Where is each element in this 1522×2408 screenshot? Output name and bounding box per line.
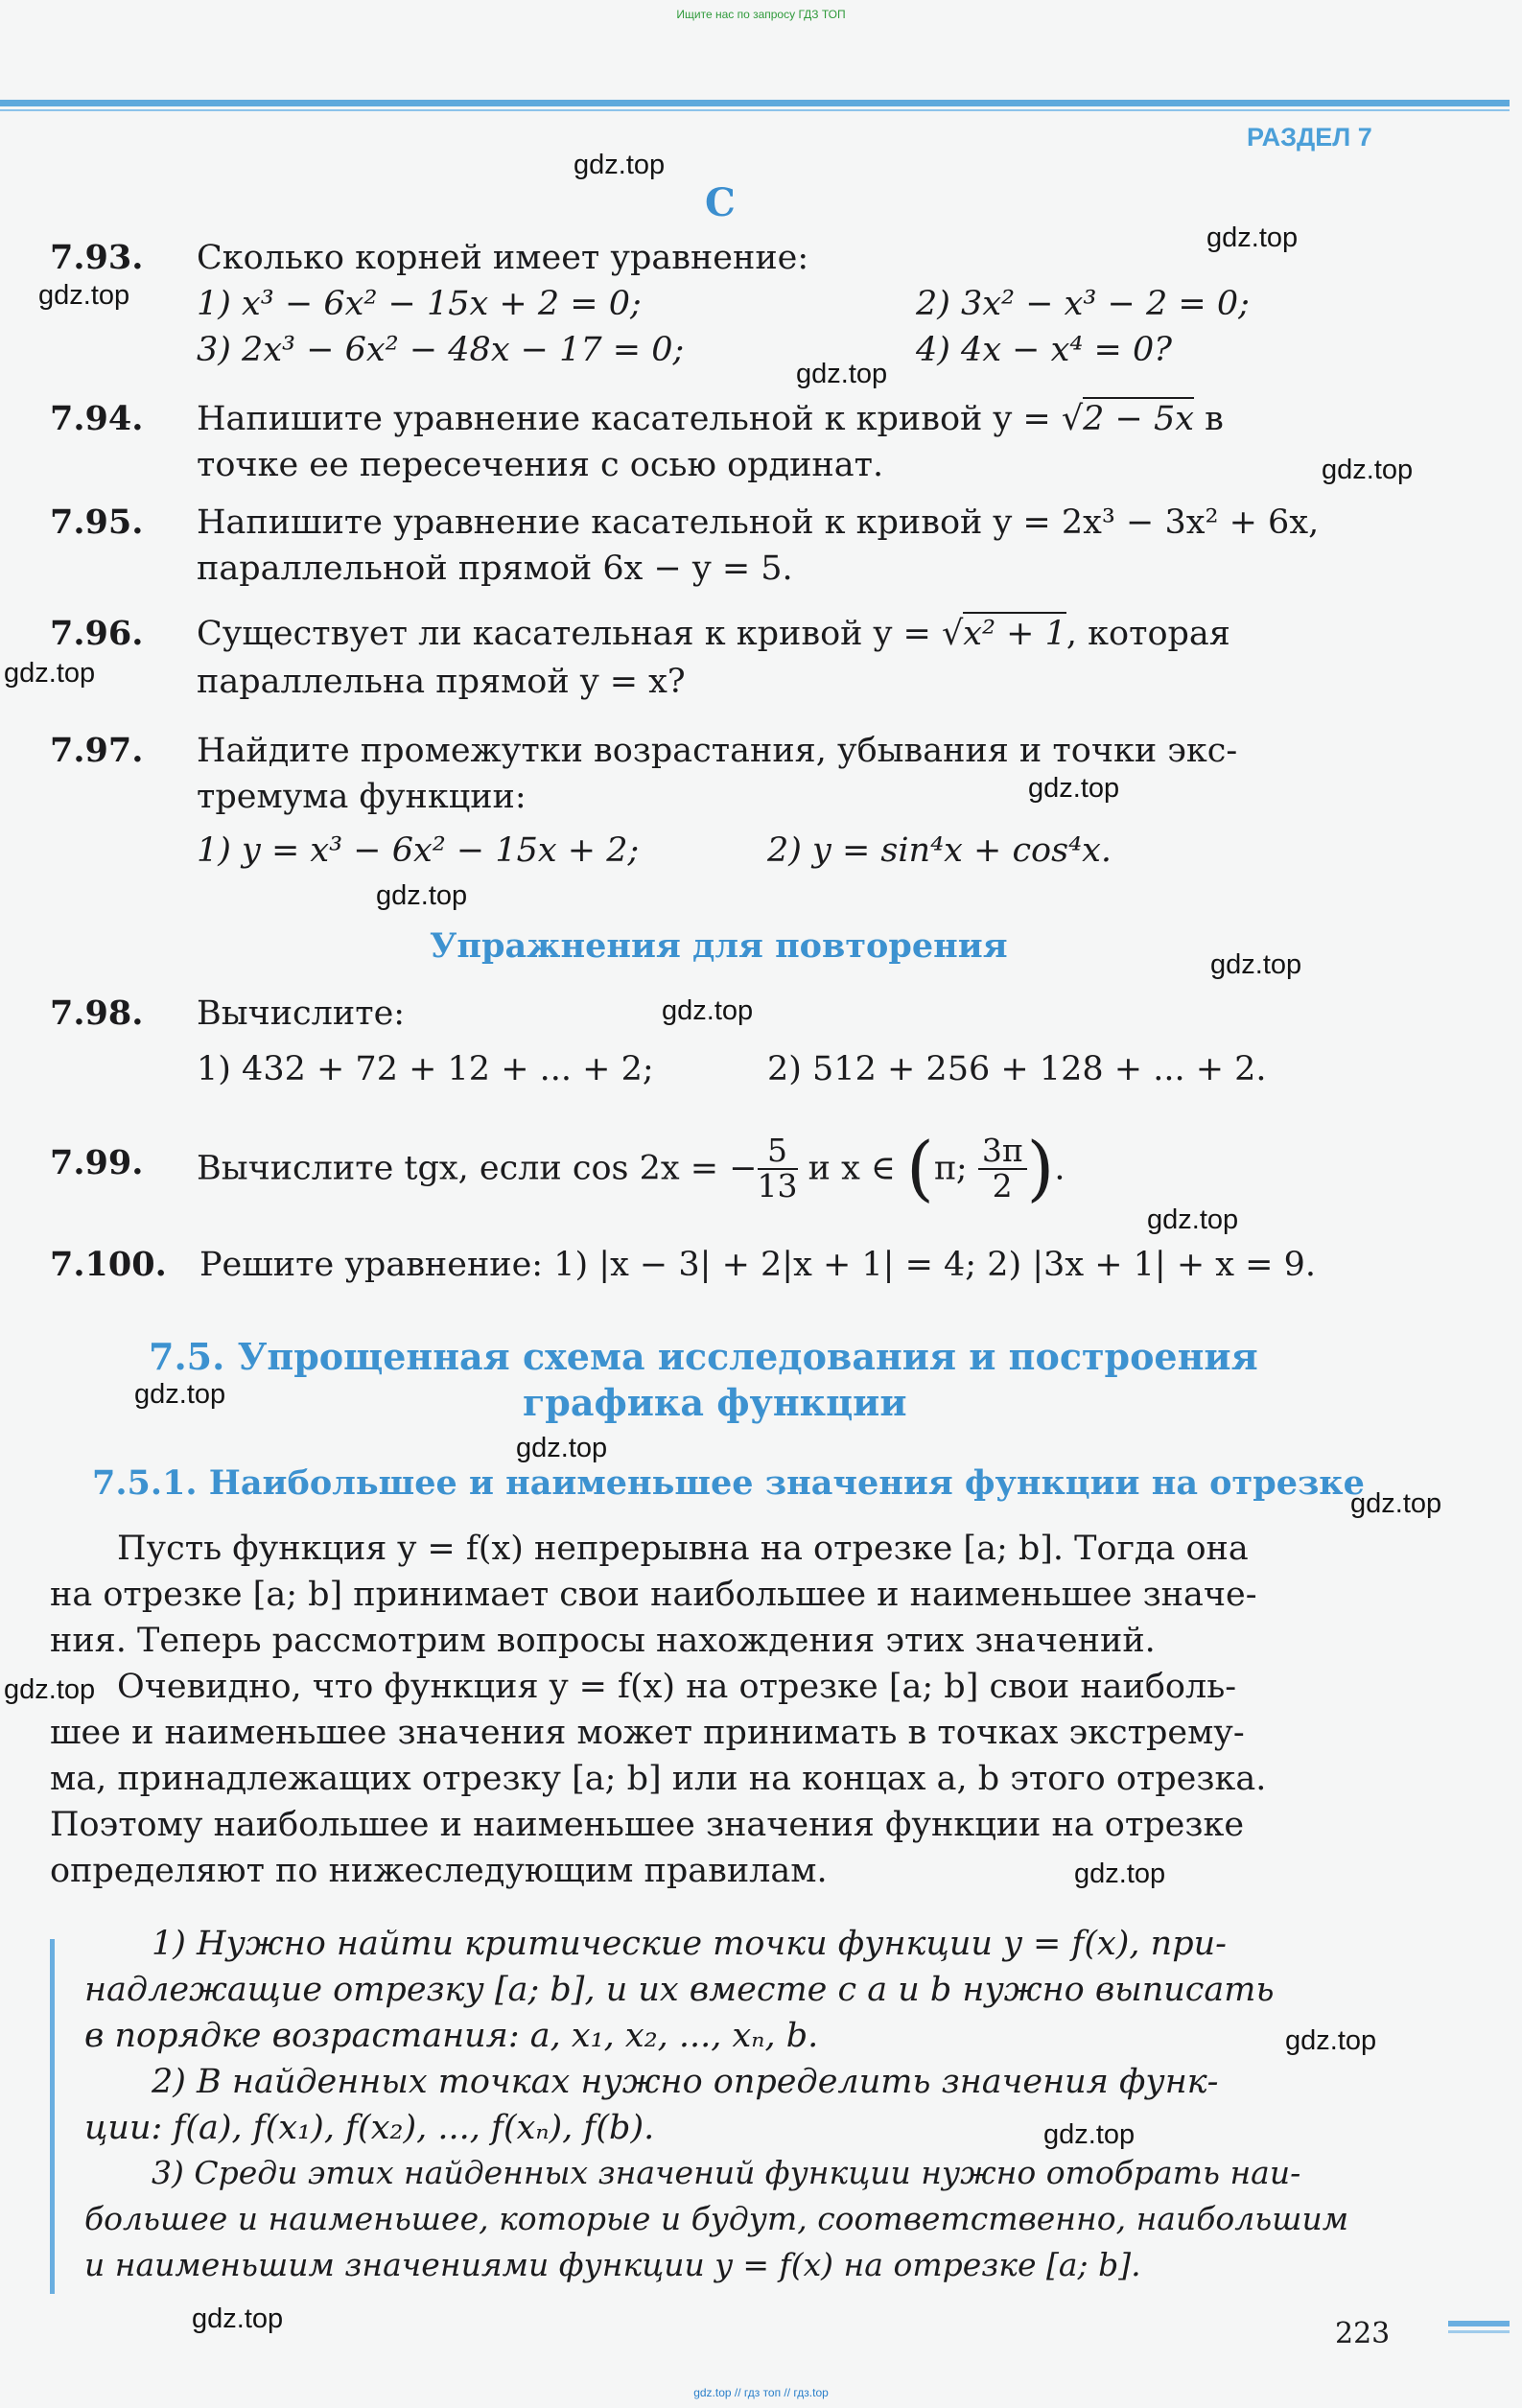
page-number: 223 (1335, 2317, 1391, 2350)
exercise-text: Найдите промежутки возрастания, убывания и точки экс- (197, 732, 1238, 770)
watermark: gdz.top (1350, 1488, 1442, 1519)
exercise-text: Сколько корней имеет уравнение: (197, 239, 809, 277)
rule-line: в порядке возрастания: a, x₁, x₂, ..., xₙ, b. (84, 2017, 819, 2055)
header-rule (0, 100, 1510, 106)
review-heading: Упражнения для повторения (430, 926, 1008, 966)
watermark: gdz.top (796, 359, 888, 389)
rule-line: ции: f(a), f(x₁), f(x₂), ..., f(xₙ), f(b). (84, 2109, 655, 2147)
exercise-item: 3) 2x³ − 6x² − 48x − 17 = 0; (197, 331, 685, 369)
watermark: gdz.top (4, 658, 96, 689)
text-part: Напишите уравнение касательной к кривой y = (197, 400, 1062, 438)
exercise-text: Решите уравнение: 1) |x − 3| + 2|x + 1| = 4; 2) |3x + 1| + x = 9. (199, 1246, 1316, 1284)
watermark: gdz.top (1043, 2119, 1136, 2150)
section-title: 7.5. Упрощенная схема исследования и построения (149, 1335, 1258, 1378)
paragraph-line: ния. Теперь рассмотрим вопросы нахождения этих значений. (50, 1622, 1156, 1660)
paren-right: ) (1026, 1127, 1055, 1210)
watermark: gdz.top (192, 2303, 284, 2334)
exercise-text: Вычислите: (197, 994, 406, 1033)
footer-text: gdz.top // гдз топ // гдз.top (693, 2386, 829, 2399)
fraction-denominator: 2 (992, 1166, 1013, 1204)
text-part: , которая (1065, 615, 1230, 653)
section-label: РАЗДЕЛ 7 (1247, 123, 1372, 152)
exercise-number: 7.97. (50, 731, 144, 770)
rule-line: большее и наименьшее, которые и будут, соответственно, наибольшим (84, 2200, 1349, 2237)
watermark: gdz.top (1028, 773, 1120, 804)
exercise-text (197, 1114, 1065, 1222)
watermark: gdz.top (1147, 1204, 1239, 1235)
page-bar-thin (1448, 2330, 1510, 2333)
subsection-title: 7.5.1. Наибольшее и наименьшее значения функции на отрезке (92, 1463, 1365, 1503)
exercise-text: точке ее пересечения с осью ординат. (197, 446, 884, 484)
watermark: gdz.top (1285, 2025, 1377, 2056)
exercise-item: 4) 4x − x⁴ = 0? (916, 331, 1173, 369)
sqrt-expression: x² + 1 (963, 612, 1066, 653)
exercise-number: 7.94. (50, 399, 144, 438)
exercise-item: 1) 432 + 72 + 12 + ... + 2; (197, 1050, 654, 1088)
text-part: π; (933, 1149, 978, 1188)
rule-block-bar (50, 1939, 55, 2294)
paragraph-line: на отрезке [a; b] принимает свои наибольшее и наименьшее значе- (50, 1576, 1257, 1614)
fraction (757, 1131, 798, 1204)
level-letter: С (705, 180, 736, 225)
paragraph-line: определяют по нижеследующим правилам. (50, 1852, 828, 1890)
text-part: в (1194, 400, 1224, 438)
watermark: gdz.top (1206, 222, 1299, 253)
watermark: gdz.top (38, 280, 130, 311)
text-part: и x ∈ (797, 1149, 907, 1188)
paragraph-line: шее и наименьшее значения может принимать в точках экстрему- (50, 1714, 1245, 1752)
sqrt-expression: 2 − 5x (1083, 397, 1194, 438)
fraction-denominator: 13 (757, 1166, 798, 1204)
exercise-number: 7.93. (50, 238, 144, 277)
watermark: gdz.top (4, 1674, 96, 1705)
fraction (978, 1131, 1027, 1204)
watermark: gdz.top (662, 995, 754, 1026)
watermark: gdz.top (516, 1433, 608, 1463)
paragraph-line: Поэтому наибольшее и наименьшее значения функции на отрезке (50, 1806, 1245, 1844)
watermark: gdz.top (1210, 949, 1302, 980)
rule-line: надлежащие отрезку [a; b], и их вместе с a и b нужно выписать (84, 1971, 1275, 2009)
exercise-number: 7.99. (50, 1143, 144, 1182)
section-title-line2: графика функции (523, 1381, 907, 1424)
page-bar (1448, 2321, 1510, 2326)
paragraph-line: Пусть функция y = f(x) непрерывна на отрезке [a; b]. Тогда она (117, 1530, 1249, 1568)
fraction-numerator: 5 (758, 1134, 798, 1170)
exercise-text: Напишите уравнение касательной к кривой y = 2x³ − 3x² + 6x, (197, 503, 1320, 542)
watermark: gdz.top (1322, 455, 1414, 485)
watermark: gdz.top (134, 1379, 226, 1410)
exercise-number: 7.96. (50, 614, 144, 653)
text-part: Вычислите tgx, если cos 2x = − (197, 1149, 758, 1188)
watermark: gdz.top (1074, 1859, 1166, 1889)
text-part: . (1054, 1149, 1065, 1188)
rule-line: и наименьшим значениями функции y = f(x) на отрезке [a; b]. (84, 2246, 1141, 2283)
exercise-text: Существует ли касательная к кривой y = √x² + 1, которая (197, 614, 1230, 654)
exercise-text: параллельной прямой 6x − y = 5. (197, 549, 793, 588)
exercise-text: тремума функции: (197, 778, 527, 816)
paragraph-line: ма, принадлежащих отрезку [a; b] или на концах a, b этого отрезка. (50, 1760, 1267, 1798)
exercise-text: Напишите уравнение касательной к кривой y = √2 − 5x в (197, 399, 1224, 439)
exercise-item: 2) 3x² − x³ − 2 = 0; (916, 285, 1250, 323)
paragraph-line: Очевидно, что функция y = f(x) на отрезке [a; b] свои наиболь- (117, 1668, 1237, 1706)
exercise-text: параллельна прямой y = x? (197, 663, 686, 701)
text-part: Существует ли касательная к кривой y = (197, 615, 942, 653)
watermark: gdz.top (574, 150, 666, 180)
watermark: gdz.top (376, 880, 468, 911)
fraction-numerator: 3π (978, 1134, 1027, 1170)
rule-line: 1) Нужно найти критические точки функции y = f(x), при- (152, 1925, 1227, 1963)
exercise-number: 7.98. (50, 994, 144, 1033)
rule-line: 2) В найденных точках нужно определить значения функ- (152, 2063, 1219, 2101)
exercise-number: 7.100. (50, 1245, 167, 1284)
exercise-number: 7.95. (50, 503, 144, 542)
rule-line: 3) Среди этих найденных значений функции нужно отобрать наи- (152, 2154, 1301, 2191)
exercise-item: 2) 512 + 256 + 128 + ... + 2. (767, 1050, 1267, 1088)
header-rule-thin (0, 109, 1510, 111)
exercise-item: 2) y = sin⁴x + cos⁴x. (767, 831, 1112, 870)
exercise-item: 1) y = x³ − 6x² − 15x + 2; (197, 831, 640, 870)
top-banner: Ищите нас по запросу ГДЗ ТОП (676, 8, 846, 21)
paren-left: ( (906, 1127, 934, 1210)
exercise-item: 1) x³ − 6x² − 15x + 2 = 0; (197, 285, 642, 323)
